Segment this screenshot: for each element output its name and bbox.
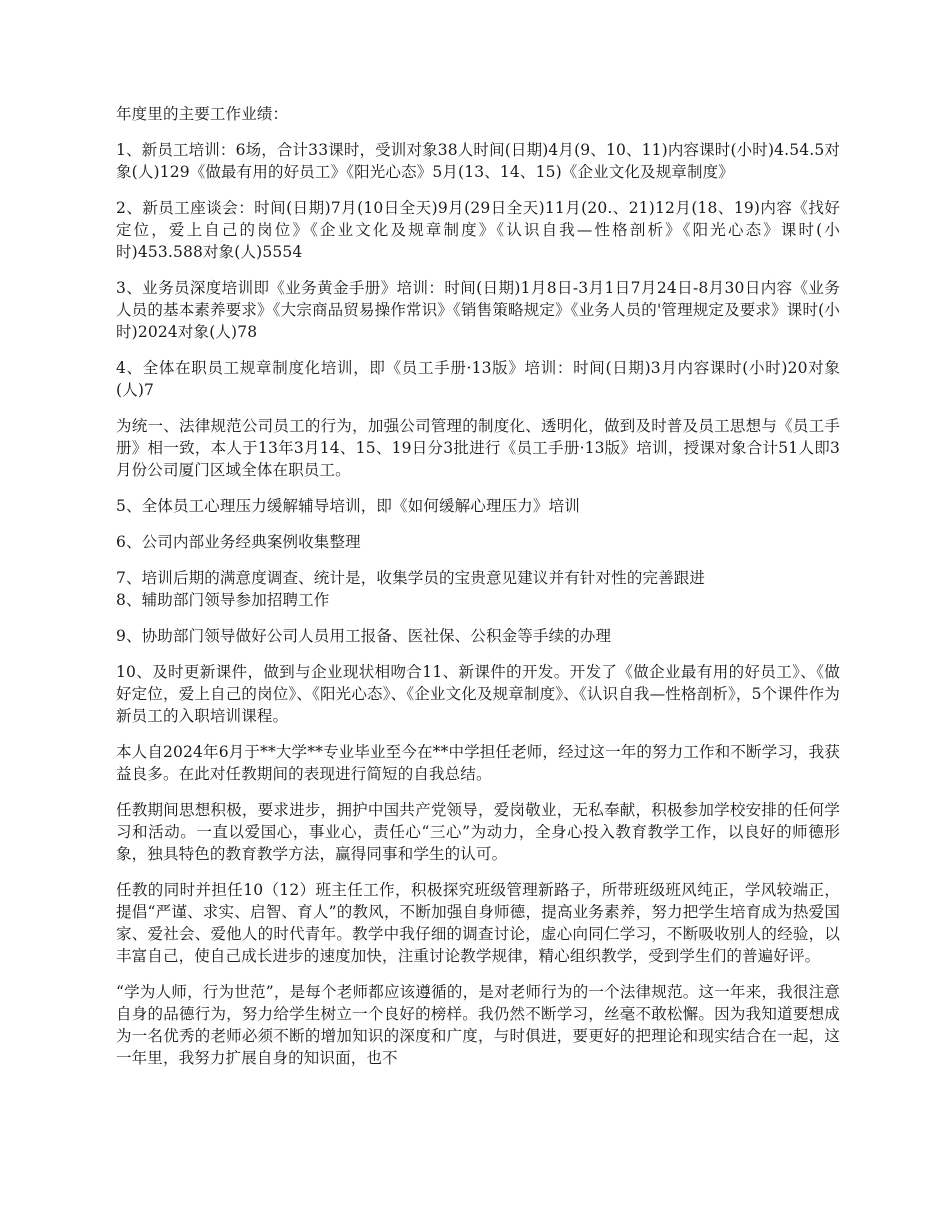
section-heading: 年度里的主要工作业绩：	[116, 105, 289, 123]
paragraph-ideology: 任教期间思想积极，要求进步，拥护中国共产党领导，爱岗敬业，无私奉献，积极参加学校安排的任何学习和活动。一直以爱国心，事业心，责任心“三心”为动力，全身心投入教育教学工作，以良好的师德形象，独具特色的教育教学方法，赢得同事和学生的认可。	[116, 801, 840, 863]
paragraph-item-2: 2、新员工座谈会：时间(日期)7月(10日全天)9月(29日全天)11月(20.、21)12月(18、19)内容《找好定位，爱上自己的岗位》《企业文化及规章制度》《认识自我—性格剖析》《阳光心态》课时(小时)453.588对象(人)5554	[116, 199, 840, 261]
paragraph-teacher-ethics: “学为人师，行为世范”，是每个老师都应该遵循的，是对老师行为的一个法律规范。这一年来，我很注意自身的品德行为，努力给学生树立一个良好的榜样。我仍然不断学习，丝毫不敢松懈。因为我知道要想成为一名优秀的老师必须不断的增加知识的深度和广度，与时俱进，要更好的把理论和现实结合在一起，这一年里，我努力扩展自身的知识面，也不	[116, 983, 840, 1067]
paragraph-item-3: 3、业务员深度培训即《业务黄金手册》培训：时间(日期)1月8日-3月1日7月24日-8月30日内容《业务人员的基本素养要求》《大宗商品贸易操作常识》《销售策略规定》《业务人员的'管理规定及要求》课时(小时)2024对象(人)78	[116, 279, 840, 341]
paragraph-item-8: 8、辅助部门领导参加招聘工作	[116, 591, 330, 609]
paragraph-item-6: 6、公司内部业务经典案例收集整理	[116, 533, 361, 551]
paragraph-handbook-training: 为统一、法律规范公司员工的行为，加强公司管理的制度化、透明化，做到及时普及员工思想与《员工手册》相一致，本人于13年3月14、15、19日分3批进行《员工手册·13版》培训，授课对象合计51人即3月份公司厦门区域全体在职员工。	[116, 417, 840, 479]
paragraph-item-10-11: 10、及时更新课件，做到与企业现状相吻合11、新课件的开发。开发了《做企业最有用的好员工》、《做好定位，爱上自己的岗位》、《阳光心态》、《企业文化及规章制度》、《认识自我—性格剖析》，5个课件作为新员工的入职培训课程。	[116, 663, 840, 725]
paragraph-item-4: 4、全体在职员工规章制度化培训，即《员工手册·13版》培训：时间(日期)3月内容课时(小时)20对象(人)7	[116, 359, 840, 399]
document-body	[116, 103, 840, 1083]
paragraph-class-teacher: 任教的同时并担任10（12）班主任工作，积极探究班级管理新路子，所带班级班风纯正，学风较端正，提倡“严谨、求实、启智、育人”的教风，不断加强自身师德，提高业务素养，努力把学生培育成为热爱国家、爱社会、爱他人的时代青年。教学中我仔细的调查讨论，虚心向同仁学习，不断吸收别人的经验，以丰富自己，使自己成长进步的速度加快，注重讨论教学规律，精心组织教学，受到学生们的普遍好评。	[116, 881, 840, 965]
paragraph-item-7: 7、培训后期的满意度调查、统计是，收集学员的宝贵意见建议并有针对性的完善跟进	[116, 569, 706, 587]
paragraph-item-9: 9、协助部门领导做好公司人员用工报备、医社保、公积金等手续的办理	[116, 627, 612, 645]
paragraph-self-intro: 本人自2024年6月于**大学**专业毕业至今在**中学担任老师，经过这一年的努力工作和不断学习，我获益良多。在此对任教期间的表现进行简短的自我总结。	[116, 743, 840, 783]
paragraph-item-5: 5、全体员工心理压力缓解辅导培训，即《如何缓解心理压力》培训	[116, 497, 580, 515]
paragraph-item-1: 1、新员工培训：6场，合计33课时，受训对象38人时间(日期)4月(9、10、11)内容课时(小时)4.54.5对象(人)129《做最有用的好员工》《阳光心态》5月(13、14、15)《企业文化及规章制度》	[116, 141, 840, 181]
